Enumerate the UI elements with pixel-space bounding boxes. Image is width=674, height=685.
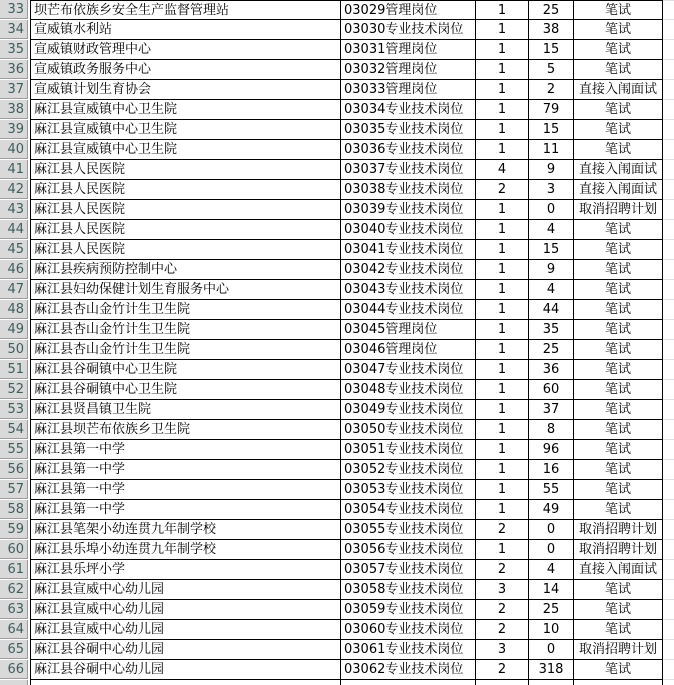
cutoff-next-column	[663, 320, 674, 340]
cell-count-1[interactable]: 1	[476, 60, 529, 80]
row-header[interactable]: 60	[0, 540, 30, 560]
cell-exam-method[interactable]: 直接入闱面试	[574, 160, 663, 180]
cell-position-code[interactable]: 03030专业技术岗位	[341, 20, 476, 40]
cell-count-2[interactable]: 37	[529, 400, 574, 420]
cell-unit-name[interactable]: 麻江县第一中学	[30, 500, 341, 520]
cell-count-1[interactable]: 1	[476, 40, 529, 60]
table-row	[0, 160, 674, 180]
cell-unit-name[interactable]: 麻江县第一中学	[30, 460, 341, 480]
cell-unit-name[interactable]: 麻江县宣威镇中心卫生院	[30, 120, 341, 140]
table-row	[0, 420, 674, 440]
cell-count-2[interactable]: 0	[529, 200, 574, 220]
cell-exam-method[interactable]: 笔试	[574, 480, 663, 500]
cell-count-2[interactable]: 16	[529, 460, 574, 480]
table-row	[0, 600, 674, 620]
cell-unit-name[interactable]: 麻江县宣威中心幼儿园	[30, 580, 341, 600]
cell-count-2[interactable]: 10	[529, 620, 574, 640]
cell-exam-method[interactable]: 笔试	[574, 140, 663, 160]
cell-count-1[interactable]: 1	[476, 460, 529, 480]
cell-count-1[interactable]: 1	[476, 480, 529, 500]
cutoff-next-column	[663, 580, 674, 600]
cutoff-next-column	[663, 220, 674, 240]
cell-count-2[interactable]: 318	[529, 660, 574, 680]
cell-unit-name[interactable]: 麻江县坝芒布依族乡卫生院	[30, 420, 341, 440]
row-header[interactable]: 41	[0, 160, 30, 180]
cell-position-code[interactable]: 03039专业技术岗位	[341, 200, 476, 220]
cutoff-next-column	[663, 620, 674, 640]
cell-count-1[interactable]: 1	[476, 120, 529, 140]
cell-position-code[interactable]: 03059专业技术岗位	[341, 600, 476, 620]
cell-position-code[interactable]: 03035专业技术岗位	[341, 120, 476, 140]
cutoff-next-column	[663, 0, 674, 20]
cutoff-next-column	[663, 540, 674, 560]
cell-position-code[interactable]: 03045管理岗位	[341, 320, 476, 340]
table-row	[0, 480, 674, 500]
cell-count-1[interactable]: 1	[476, 420, 529, 440]
cell-unit-name[interactable]: 麻江县谷硐镇中心卫生院	[30, 380, 341, 400]
table-row	[0, 300, 674, 320]
row-header[interactable]: 47	[0, 280, 30, 300]
table-row	[0, 440, 674, 460]
table-row	[0, 140, 674, 160]
cell-count-1[interactable]: 1	[476, 100, 529, 120]
cutoff-next-column	[663, 420, 674, 440]
cell-position-code[interactable]: 03038专业技术岗位	[341, 180, 476, 200]
row-header[interactable]: 56	[0, 460, 30, 480]
row-header[interactable]: 61	[0, 560, 30, 580]
cell-count-1[interactable]: 1	[476, 340, 529, 360]
table-row	[0, 660, 674, 680]
cell-unit-name[interactable]	[30, 680, 341, 685]
cell-count-2[interactable]: 15	[529, 240, 574, 260]
cutoff-next-column	[663, 280, 674, 300]
row-header[interactable]: 65	[0, 640, 30, 660]
row-header[interactable]: 39	[0, 120, 30, 140]
cell-exam-method[interactable]: 笔试	[574, 120, 663, 140]
cell-position-code[interactable]: 03056专业技术岗位	[341, 540, 476, 560]
cutoff-next-column	[663, 20, 674, 40]
row-header[interactable]: 52	[0, 380, 30, 400]
cell-position-code[interactable]: 03032管理岗位	[341, 60, 476, 80]
cell-unit-name[interactable]: 麻江县乐坪小学	[30, 560, 341, 580]
cell-count-1[interactable]: 4	[476, 160, 529, 180]
cell-position-code[interactable]: 03052专业技术岗位	[341, 460, 476, 480]
table-row	[0, 80, 674, 100]
cell-count-1[interactable]: 1	[476, 200, 529, 220]
cell-position-code[interactable]: 03046管理岗位	[341, 340, 476, 360]
cell-count-1[interactable]: 1	[476, 140, 529, 160]
cell-position-code[interactable]: 03057专业技术岗位	[341, 560, 476, 580]
cell-exam-method[interactable]: 笔试	[574, 100, 663, 120]
row-header[interactable]: 55	[0, 440, 30, 460]
cell-count-2[interactable]: 0	[529, 520, 574, 540]
cell-unit-name[interactable]: 麻江县妇幼保健计划生育服务中心	[30, 280, 341, 300]
cutoff-next-column	[663, 600, 674, 620]
cell-position-code[interactable]: 03029管理岗位	[341, 0, 476, 20]
cutoff-next-column	[663, 500, 674, 520]
table-row-cutoff	[0, 680, 674, 685]
row-header[interactable]: 50	[0, 340, 30, 360]
cell-unit-name[interactable]: 麻江县疾病预防控制中心	[30, 260, 341, 280]
cell-exam-method[interactable]: 笔试	[574, 460, 663, 480]
cell-count-1[interactable]: 1	[476, 540, 529, 560]
row-header[interactable]: 36	[0, 60, 30, 80]
cutoff-next-column	[663, 260, 674, 280]
cell-unit-name[interactable]: 麻江县人民医院	[30, 200, 341, 220]
cell-count-1[interactable]: 1	[476, 240, 529, 260]
cell-position-code[interactable]: 03047专业技术岗位	[341, 360, 476, 380]
cell-exam-method[interactable]: 笔试	[574, 420, 663, 440]
row-header[interactable]: 35	[0, 40, 30, 60]
cell-count-1[interactable]: 1	[476, 260, 529, 280]
row-header[interactable]: 62	[0, 580, 30, 600]
cell-count-2[interactable]: 25	[529, 340, 574, 360]
cell-unit-name[interactable]: 麻江县谷硐中心幼儿园	[30, 660, 341, 680]
cell-count-1[interactable]: 3	[476, 640, 529, 660]
cell-count-1[interactable]: 1	[476, 320, 529, 340]
cell-unit-name[interactable]: 宣威镇水利站	[30, 20, 341, 40]
row-header[interactable]: 34	[0, 20, 30, 40]
cutoff-next-column	[663, 120, 674, 140]
cell-unit-name[interactable]: 宣威镇政务服务中心	[30, 60, 341, 80]
cell-position-code[interactable]	[341, 680, 476, 685]
cell-position-code[interactable]: 03036专业技术岗位	[341, 140, 476, 160]
table-row	[0, 500, 674, 520]
table-row	[0, 280, 674, 300]
cell-unit-name[interactable]: 麻江县人民医院	[30, 220, 341, 240]
cell-count-1[interactable]: 1	[476, 500, 529, 520]
cell-count-1[interactable]: 2	[476, 520, 529, 540]
cell-count-2[interactable]: 0	[529, 540, 574, 560]
cell-count-1[interactable]	[476, 680, 529, 685]
cell-count-1[interactable]: 1	[476, 20, 529, 40]
cell-unit-name[interactable]: 麻江县宣威中心幼儿园	[30, 600, 341, 620]
row-header[interactable]: 37	[0, 80, 30, 100]
cell-unit-name[interactable]: 坝芒布依族乡安全生产监督管理站	[30, 0, 341, 20]
cell-exam-method[interactable]: 取消招聘计划	[574, 520, 663, 540]
cell-count-1[interactable]: 1	[476, 220, 529, 240]
table-row	[0, 200, 674, 220]
cell-position-code[interactable]: 03040专业技术岗位	[341, 220, 476, 240]
cell-count-1[interactable]: 2	[476, 660, 529, 680]
cell-exam-method[interactable]: 笔试	[574, 400, 663, 420]
cell-count-2[interactable]: 96	[529, 440, 574, 460]
cell-unit-name[interactable]: 麻江县乐埠小幼连贯九年制学校	[30, 540, 341, 560]
cutoff-next-column	[663, 560, 674, 580]
table-row	[0, 40, 674, 60]
cell-count-2[interactable]: 79	[529, 100, 574, 120]
cell-position-code[interactable]: 03042专业技术岗位	[341, 260, 476, 280]
cell-exam-method[interactable]: 直接入闱面试	[574, 560, 663, 580]
cell-position-code[interactable]: 03031管理岗位	[341, 40, 476, 60]
row-header[interactable]: 54	[0, 420, 30, 440]
cutoff-next-column	[663, 380, 674, 400]
row-header[interactable]: 49	[0, 320, 30, 340]
row-header[interactable]: 66	[0, 660, 30, 680]
table-row	[0, 540, 674, 560]
cell-position-code[interactable]: 03048专业技术岗位	[341, 380, 476, 400]
cell-position-code[interactable]: 03055专业技术岗位	[341, 520, 476, 540]
row-header[interactable]: 33	[0, 0, 30, 20]
cell-exam-method[interactable]: 取消招聘计划	[574, 540, 663, 560]
cutoff-next-column	[663, 680, 674, 685]
cell-count-2[interactable]: 49	[529, 500, 574, 520]
cell-count-1[interactable]: 1	[476, 440, 529, 460]
row-header[interactable]: 53	[0, 400, 30, 420]
cell-exam-method[interactable]: 直接入闱面试	[574, 80, 663, 100]
cell-position-code[interactable]: 03054专业技术岗位	[341, 500, 476, 520]
cell-count-2[interactable]: 2	[529, 80, 574, 100]
cell-exam-method[interactable]: 取消招聘计划	[574, 640, 663, 660]
cell-count-2[interactable]: 4	[529, 280, 574, 300]
cell-position-code[interactable]: 03050专业技术岗位	[341, 420, 476, 440]
cell-exam-method[interactable]: 笔试	[574, 340, 663, 360]
cell-count-1[interactable]: 1	[476, 80, 529, 100]
cutoff-next-column	[663, 240, 674, 260]
cutoff-next-column	[663, 100, 674, 120]
cell-count-2[interactable]: 4	[529, 560, 574, 580]
cell-exam-method[interactable]: 笔试	[574, 620, 663, 640]
cutoff-next-column	[663, 640, 674, 660]
cutoff-next-column	[663, 440, 674, 460]
cell-count-2[interactable]: 9	[529, 260, 574, 280]
cell-exam-method[interactable]: 笔试	[574, 220, 663, 240]
table-row	[0, 0, 674, 20]
table-row	[0, 560, 674, 580]
cell-unit-name[interactable]: 麻江县人民医院	[30, 160, 341, 180]
cell-exam-method[interactable]: 笔试	[574, 20, 663, 40]
cutoff-next-column	[663, 160, 674, 180]
cell-position-code[interactable]: 03058专业技术岗位	[341, 580, 476, 600]
table-row	[0, 20, 674, 40]
cell-count-2[interactable]: 44	[529, 300, 574, 320]
cutoff-next-column	[663, 40, 674, 60]
cell-exam-method[interactable]: 笔试	[574, 280, 663, 300]
cell-exam-method[interactable]: 笔试	[574, 600, 663, 620]
cell-count-2[interactable]: 3	[529, 180, 574, 200]
cell-unit-name[interactable]: 麻江县宣威镇中心卫生院	[30, 140, 341, 160]
cell-unit-name[interactable]: 麻江县贤昌镇卫生院	[30, 400, 341, 420]
cell-position-code[interactable]: 03041专业技术岗位	[341, 240, 476, 260]
row-header[interactable]: 45	[0, 240, 30, 260]
cutoff-next-column	[663, 660, 674, 680]
cell-count-2[interactable]: 55	[529, 480, 574, 500]
cutoff-next-column	[663, 520, 674, 540]
cell-position-code[interactable]: 03044专业技术岗位	[341, 300, 476, 320]
cell-exam-method[interactable]: 笔试	[574, 360, 663, 380]
row-header[interactable]: 63	[0, 600, 30, 620]
cutoff-next-column	[663, 180, 674, 200]
cell-count-1[interactable]: 1	[476, 280, 529, 300]
table-row	[0, 460, 674, 480]
cell-count-2[interactable]: 5	[529, 60, 574, 80]
cell-exam-method[interactable]: 笔试	[574, 580, 663, 600]
cell-unit-name[interactable]: 麻江县谷硐中心幼儿园	[30, 640, 341, 660]
cell-exam-method[interactable]: 直接入闱面试	[574, 180, 663, 200]
cell-position-code[interactable]: 03043专业技术岗位	[341, 280, 476, 300]
table-row	[0, 260, 674, 280]
cell-position-code[interactable]: 03053专业技术岗位	[341, 480, 476, 500]
row-header[interactable]: 46	[0, 260, 30, 280]
row-header[interactable]: 38	[0, 100, 30, 120]
cell-count-1[interactable]: 1	[476, 300, 529, 320]
cell-count-2[interactable]: 14	[529, 580, 574, 600]
row-header[interactable]: 42	[0, 180, 30, 200]
cell-count-1[interactable]: 3	[476, 580, 529, 600]
cutoff-next-column	[663, 480, 674, 500]
cell-unit-name[interactable]: 麻江县人民医院	[30, 180, 341, 200]
cell-count-2[interactable]: 15	[529, 40, 574, 60]
cell-unit-name[interactable]: 麻江县杏山金竹计生卫生院	[30, 340, 341, 360]
table-row	[0, 240, 674, 260]
cell-exam-method[interactable]: 笔试	[574, 660, 663, 680]
table-row	[0, 340, 674, 360]
table-row	[0, 100, 674, 120]
cell-count-2[interactable]: 15	[529, 120, 574, 140]
cutoff-next-column	[663, 460, 674, 480]
cell-unit-name[interactable]: 宣威镇计划生育协会	[30, 80, 341, 100]
cell-position-code[interactable]: 03034专业技术岗位	[341, 100, 476, 120]
cell-exam-method[interactable]: 笔试	[574, 40, 663, 60]
cell-count-1[interactable]: 2	[476, 620, 529, 640]
cutoff-next-column	[663, 200, 674, 220]
table-row	[0, 60, 674, 80]
cutoff-next-column	[663, 60, 674, 80]
cell-exam-method[interactable]: 笔试	[574, 300, 663, 320]
cell-count-2[interactable]: 4	[529, 220, 574, 240]
row-header[interactable]: 58	[0, 500, 30, 520]
table-row	[0, 120, 674, 140]
cutoff-next-column	[663, 140, 674, 160]
table-row	[0, 320, 674, 340]
cell-position-code[interactable]: 03051专业技术岗位	[341, 440, 476, 460]
cutoff-next-column	[663, 400, 674, 420]
cell-exam-method[interactable]: 笔试	[574, 440, 663, 460]
cell-unit-name[interactable]: 麻江县笔架小幼连贯九年制学校	[30, 520, 341, 540]
row-header[interactable]: 44	[0, 220, 30, 240]
table-row	[0, 620, 674, 640]
cell-count-2[interactable]: 9	[529, 160, 574, 180]
table-row	[0, 520, 674, 540]
cell-exam-method[interactable]: 笔试	[574, 240, 663, 260]
table-row	[0, 380, 674, 400]
cell-position-code[interactable]: 03060专业技术岗位	[341, 620, 476, 640]
row-header[interactable]	[0, 680, 30, 685]
cell-count-2[interactable]: 25	[529, 0, 574, 20]
cell-count-2[interactable]: 8	[529, 420, 574, 440]
cell-exam-method[interactable]: 取消招聘计划	[574, 200, 663, 220]
cell-unit-name[interactable]: 麻江县第一中学	[30, 440, 341, 460]
cutoff-next-column	[663, 360, 674, 380]
row-header[interactable]: 43	[0, 200, 30, 220]
cell-position-code[interactable]: 03033管理岗位	[341, 80, 476, 100]
cell-count-2[interactable]: 35	[529, 320, 574, 340]
row-header[interactable]: 51	[0, 360, 30, 380]
table-row	[0, 640, 674, 660]
cell-count-1[interactable]: 2	[476, 600, 529, 620]
cell-exam-method[interactable]: 笔试	[574, 0, 663, 20]
cell-count-2[interactable]: 60	[529, 380, 574, 400]
cell-count-2[interactable]: 25	[529, 600, 574, 620]
cell-count-1[interactable]: 2	[476, 560, 529, 580]
cell-position-code[interactable]: 03037专业技术岗位	[341, 160, 476, 180]
cell-unit-name[interactable]: 麻江县第一中学	[30, 480, 341, 500]
cell-count-2[interactable]: 36	[529, 360, 574, 380]
cell-position-code[interactable]: 03049专业技术岗位	[341, 400, 476, 420]
cell-exam-method[interactable]: 笔试	[574, 320, 663, 340]
cell-position-code[interactable]: 03061专业技术岗位	[341, 640, 476, 660]
row-header[interactable]: 57	[0, 480, 30, 500]
table-row	[0, 180, 674, 200]
row-header[interactable]: 64	[0, 620, 30, 640]
cell-count-2[interactable]: 11	[529, 140, 574, 160]
table-row	[0, 220, 674, 240]
cell-exam-method[interactable]: 笔试	[574, 380, 663, 400]
cell-count-1[interactable]: 1	[476, 0, 529, 20]
cell-unit-name[interactable]: 宣威镇财政管理中心	[30, 40, 341, 60]
cell-count-1[interactable]: 2	[476, 180, 529, 200]
cell-count-2[interactable]: 0	[529, 640, 574, 660]
cell-count-2[interactable]	[529, 680, 574, 685]
cell-unit-name[interactable]: 麻江县杏山金竹计生卫生院	[30, 320, 341, 340]
row-header[interactable]: 40	[0, 140, 30, 160]
cell-count-2[interactable]: 38	[529, 20, 574, 40]
cell-count-1[interactable]: 1	[476, 400, 529, 420]
cutoff-next-column	[663, 80, 674, 100]
row-header[interactable]: 59	[0, 520, 30, 540]
cell-unit-name[interactable]: 麻江县人民医院	[30, 240, 341, 260]
cell-unit-name[interactable]: 麻江县谷硐镇中心卫生院	[30, 360, 341, 380]
cell-unit-name[interactable]: 麻江县宣威镇中心卫生院	[30, 100, 341, 120]
cell-exam-method[interactable]: 笔试	[574, 500, 663, 520]
cell-count-1[interactable]: 1	[476, 360, 529, 380]
table-row	[0, 400, 674, 420]
row-header[interactable]: 48	[0, 300, 30, 320]
cell-exam-method[interactable]: 笔试	[574, 60, 663, 80]
cell-count-1[interactable]: 1	[476, 380, 529, 400]
table-row	[0, 360, 674, 380]
cell-exam-method[interactable]: 笔试	[574, 260, 663, 280]
cell-position-code[interactable]: 03062专业技术岗位	[341, 660, 476, 680]
cell-unit-name[interactable]: 麻江县杏山金竹计生卫生院	[30, 300, 341, 320]
cutoff-next-column	[663, 300, 674, 320]
cell-exam-method[interactable]	[574, 680, 663, 685]
table-row	[0, 580, 674, 600]
cutoff-next-column	[663, 340, 674, 360]
cell-unit-name[interactable]: 麻江县宣威中心幼儿园	[30, 620, 341, 640]
